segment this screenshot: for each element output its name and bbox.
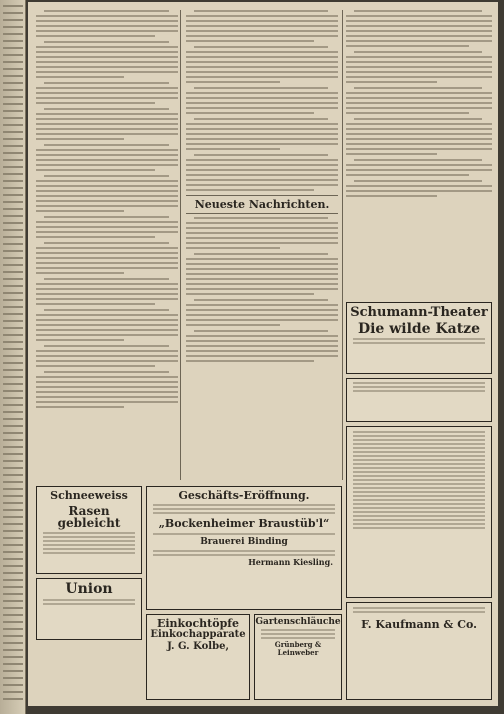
news-item [36, 10, 178, 37]
ad-gartenschlaeuche [254, 614, 342, 700]
news-column-1 [36, 10, 178, 412]
news-item [346, 180, 492, 197]
ad-headline: Einkochapparate [150, 628, 246, 640]
ad-headline: Rasen gebleicht [57, 503, 121, 531]
ad-announcements [346, 426, 492, 598]
news-item [186, 299, 338, 326]
ad-headline: Schneeweiss [50, 489, 128, 502]
column-rule [180, 10, 181, 480]
ad-union [36, 578, 142, 640]
news-item [36, 144, 178, 171]
ad-headline: Grünberg & Leinweber [274, 640, 322, 657]
news-column-2 [186, 10, 338, 366]
news-item [186, 154, 338, 191]
ad-headline: „Bockenheimer Braustüb'l“ [158, 516, 330, 530]
news-item [36, 82, 178, 104]
ad-headline: F. Kaufmann & Co. [361, 618, 477, 631]
news-item [36, 108, 178, 140]
news-item [346, 51, 492, 83]
news-item [36, 371, 178, 408]
news-item [186, 10, 338, 42]
news-item [36, 175, 178, 212]
ad-headline: Die wilde Katze [357, 320, 481, 337]
news-item [346, 159, 492, 176]
ad-headline: Brauerei Binding [200, 537, 288, 548]
ad-headline: Gartenschläuche [255, 617, 341, 627]
news-item [36, 242, 178, 274]
section-heading-neueste-nachrichten: Neueste Nachrichten. [186, 195, 338, 214]
news-item [186, 330, 338, 362]
ad-schumann-theater [346, 302, 492, 374]
news-item [36, 345, 178, 367]
ad-schneeweiss [36, 486, 142, 574]
ad-sommertheater [346, 378, 492, 422]
ad-headline: Union [65, 581, 113, 597]
news-column-3 [346, 10, 492, 201]
news-item [346, 10, 492, 47]
news-item [36, 216, 178, 238]
news-item [186, 253, 338, 295]
news-item [36, 309, 178, 341]
ad-einkochtoepfe [146, 614, 250, 700]
ad-signature: Hermann Kiesling. [248, 556, 333, 567]
column-rule [342, 10, 343, 480]
page-footer [36, 694, 492, 702]
news-item [346, 87, 492, 114]
adjacent-page-strip [0, 0, 26, 714]
newspaper-page [28, 2, 498, 706]
ad-fremdenzettel [346, 602, 492, 700]
ad-headline: Einkochtöpfe [156, 617, 240, 630]
news-item [186, 46, 338, 83]
news-item [36, 278, 178, 305]
news-item [36, 41, 178, 78]
news-item [186, 217, 338, 249]
ad-headline: Schumann-Theater [350, 305, 488, 320]
news-item [346, 118, 492, 155]
news-item [186, 87, 338, 114]
ad-geschaeftseroeffnung [146, 486, 342, 610]
ad-headline: Geschäfts-Eröffnung. [178, 489, 310, 502]
ad-headline: J. G. Kolbe, [167, 641, 229, 653]
news-item [186, 118, 338, 150]
